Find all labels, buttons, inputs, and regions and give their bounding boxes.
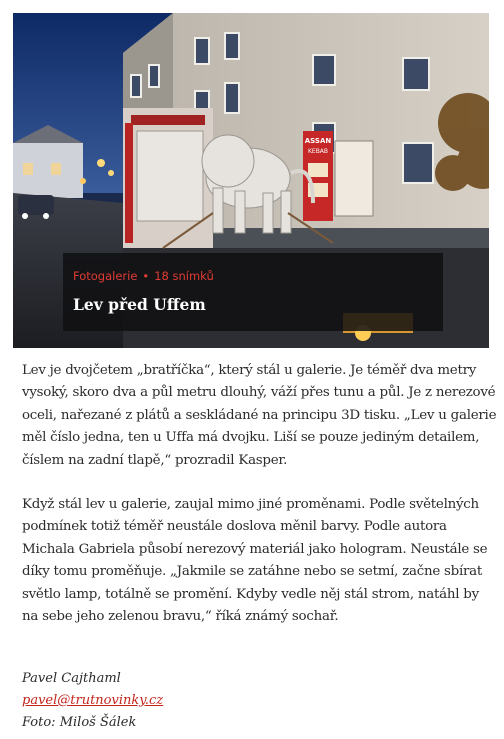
article-signature (22, 668, 163, 734)
gallery-count: 18 snímků (154, 269, 214, 283)
article-body (22, 360, 498, 628)
article-paragraph-1: Lev je dvojčetem „bratříčka“, který stál u galerie. Je téměř dva metry vysoký, skoro dva a půl metru dlouhý, váží přes tunu a půl. Je z nerezové oceli, nařezané z plátů a seskládané na principu 3D tisku. „Lev u galerie měl číslo jedna, ten u Uffa má dvojku. Liší se pouze jediným detailem, číslem na zadní tlapě,“ prozradil Kasper. (22, 363, 497, 468)
author-name: Pavel Cajthaml (22, 671, 121, 686)
author-email-link[interactable]: pavel@trutnovinky.cz (22, 693, 164, 708)
gallery-meta (73, 269, 214, 283)
article-paragraph-2: Když stál lev u galerie, zaujal mimo jiné proměnami. Podle světelných podmínek totiž téměř neustále doslova měnil barvy. Podle autora Michala Gabriela působí nerezový materiál jako hologram. Neustále se díky tomu proměňuje. „Jakmile se zatáhne nebo se setmí, začne sbírat světlo lamp, totálně se promění. Kdyby vedle něj stál strom, natáhl by na sebe jeho zelenou bravu,“ říká známý sochař. (22, 497, 488, 625)
gallery-photo[interactable] (13, 13, 489, 348)
gallery-title[interactable]: Lev před Uffem (73, 295, 206, 314)
gallery-category-label[interactable]: Fotogalerie (73, 269, 138, 283)
gallery-caption[interactable] (63, 253, 443, 331)
sign-text-2: KEBAB (307, 148, 329, 155)
sign-text-1: ASSAN (304, 137, 332, 145)
meta-separator: • (142, 269, 150, 283)
photo-credit: Foto: Miloš Šálek (22, 715, 137, 730)
